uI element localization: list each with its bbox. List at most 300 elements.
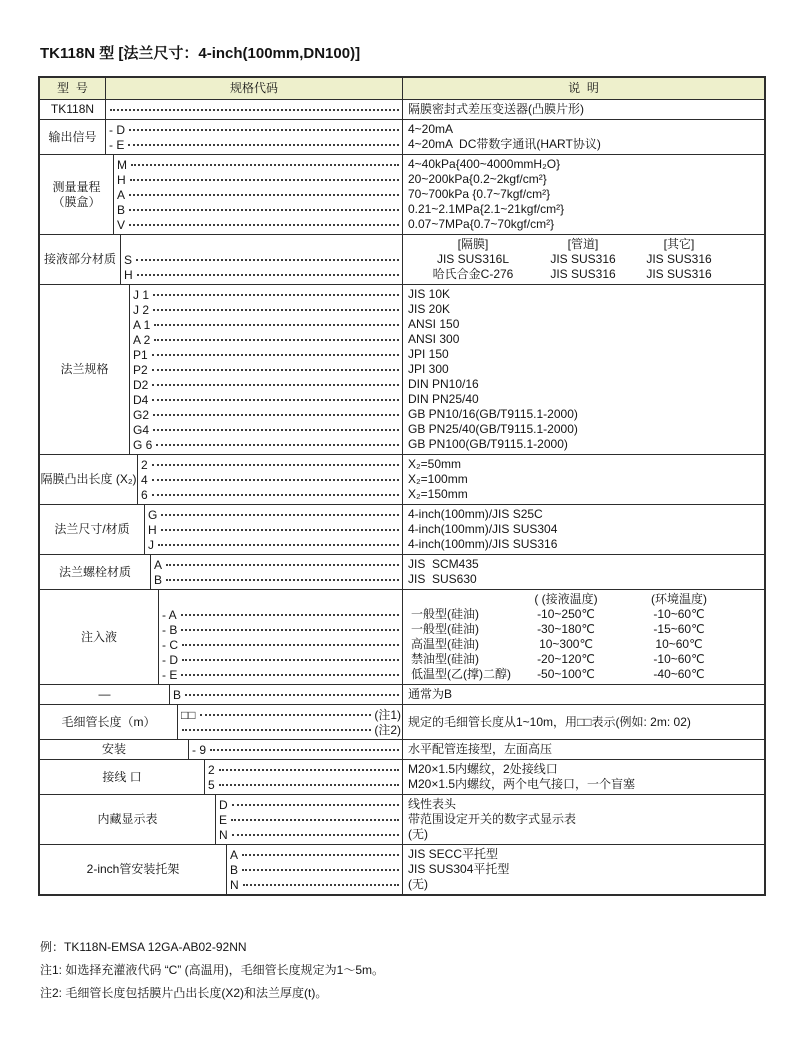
dotted-leader: [232, 804, 399, 806]
dotted-leader: [152, 494, 399, 496]
section-label-text: 接液部分材质: [43, 252, 116, 266]
description-cell: (无): [408, 827, 428, 841]
code-row: [106, 122, 402, 137]
dotted-leader: [231, 819, 399, 821]
spec-code: 5: [208, 777, 215, 792]
code-row: [138, 472, 402, 487]
section-label: [40, 155, 114, 234]
spec-code: D4: [133, 392, 149, 407]
dotted-leader: [152, 354, 399, 356]
description-cell: JIS SCM435: [408, 557, 479, 571]
dotted-leader: [219, 769, 399, 771]
description-cell: X₂=150mm: [408, 487, 468, 501]
dotted-leader: [242, 869, 399, 871]
dotted-leader: [129, 129, 399, 131]
spec-code: J 2: [133, 302, 150, 317]
dotted-leader: [152, 479, 399, 481]
code-row: [114, 187, 402, 202]
spec-code: N: [219, 827, 228, 842]
code-row: [130, 302, 402, 317]
description-cell: [403, 592, 523, 607]
code-row: [130, 332, 402, 347]
dotted-leader: [129, 209, 399, 211]
description-cell: 哈氏合金C-276: [432, 267, 514, 281]
description-cell: -10~60℃: [653, 607, 705, 621]
section-label: [40, 555, 151, 589]
spec-section-flange-size-material: [40, 504, 764, 554]
dotted-leader: [128, 144, 399, 146]
description-cell: (环境温度): [651, 592, 707, 606]
dotted-leader: [153, 414, 399, 416]
dotted-leader: [152, 384, 399, 386]
code-row: [130, 287, 402, 302]
spec-code: - B: [162, 622, 178, 637]
spec-section-fixed-b: [40, 684, 764, 704]
code-row: [114, 217, 402, 232]
description-cell: DIN PN10/16: [408, 377, 479, 391]
description-cell: JIS SUS316L: [436, 252, 510, 266]
dotted-leader: [181, 629, 399, 631]
description-cell: M20×1.5内螺纹，2处接线口: [408, 762, 558, 776]
description-cell: 10~60℃: [655, 637, 703, 651]
spec-code: G: [148, 507, 158, 522]
order-example: 例：TK118N-EMSA 12GA-AB02-92NN: [40, 940, 247, 954]
description-cell: 水平配管连接型，左面高压: [408, 742, 553, 756]
spec-code: 2: [141, 457, 148, 472]
section-label-text: 内藏显示表: [97, 812, 158, 826]
dotted-leader: [158, 544, 399, 546]
description-cell: GB PN25/40(GB/T9115.1-2000): [408, 422, 578, 436]
section-label-text: 法兰尺寸/材质: [54, 522, 130, 536]
spec-code: H: [117, 172, 126, 187]
description-cell: -20~120℃: [537, 652, 595, 666]
spec-section-wetted-material: [40, 234, 764, 284]
spec-code: E: [219, 812, 228, 827]
description-cell: -15~60℃: [653, 622, 705, 636]
description-cell: -10~250℃: [537, 607, 595, 621]
spec-section-model: [40, 99, 764, 119]
code-row: [151, 572, 402, 587]
section-label: [40, 285, 130, 454]
section-label: [40, 505, 145, 554]
spec-section-integral-indicator: [40, 794, 764, 844]
description-cell: ( (接液温度): [534, 592, 598, 606]
spec-code: - C: [162, 637, 178, 652]
description-column: [402, 845, 764, 894]
code-row: [114, 172, 402, 187]
description-row: [403, 592, 764, 607]
dotted-leader: [153, 294, 399, 296]
spec-section-capillary-length: [40, 704, 764, 739]
code-row: [205, 762, 402, 777]
code-row: [159, 652, 402, 667]
description-cell: 4~20mA DC带数字通讯(HART协议): [408, 137, 601, 151]
description-column: [402, 590, 764, 684]
description-cell: JIS SUS304平托型: [408, 862, 510, 876]
spec-code: - D: [162, 652, 178, 667]
code-row: [159, 607, 402, 622]
dotted-leader: [154, 339, 399, 341]
code-row: [106, 102, 402, 117]
code-row: [159, 592, 402, 607]
spec-code: G4: [133, 422, 150, 437]
description-cell: X₂=100mm: [408, 472, 468, 486]
description-cell: X₂=50mm: [408, 457, 462, 471]
description-column: [402, 100, 764, 119]
spec-code: S: [124, 252, 133, 267]
section-label-text-2: （膜盒）: [52, 194, 101, 209]
dotted-leader: [182, 644, 399, 646]
code-row: [130, 347, 402, 362]
description-cell: -30~180℃: [537, 622, 595, 636]
description-cell: [管道]: [567, 237, 599, 251]
dotted-leader: [130, 179, 399, 181]
code-column: [138, 455, 402, 504]
note-1: 注1: 如选择充灌液代码 “C” (高温用)，毛细管长度规定为1～5m。: [40, 963, 385, 977]
section-label: [40, 100, 106, 119]
dotted-leader: [243, 884, 399, 886]
code-row: [121, 237, 402, 252]
description-cell: 20~200kPa{0.2~2kgf/cm²}: [408, 172, 547, 186]
code-row: [145, 537, 402, 552]
spec-code: D2: [133, 377, 149, 392]
section-label-text: 法兰螺栓材质: [58, 564, 131, 579]
dotted-leader: [153, 309, 399, 311]
section-label: [40, 705, 178, 739]
dotted-leader: [181, 674, 399, 676]
spec-code: A: [154, 557, 163, 572]
spec-code: A 1: [133, 317, 151, 332]
table-header-row: [40, 78, 764, 99]
dotted-leader: [182, 659, 399, 661]
code-column: [159, 590, 402, 684]
code-row: [216, 812, 402, 827]
dotted-leader: [161, 514, 399, 516]
description-column: [402, 705, 764, 739]
code-row: [216, 797, 402, 812]
description-cell: 0.07~7MPa{0.7~70kgf/cm²}: [408, 217, 555, 231]
code-row: [227, 847, 402, 862]
spec-code: J: [148, 537, 154, 552]
description-column: [402, 685, 764, 704]
dotted-leader: [200, 714, 372, 716]
page-title: TK118N 型 [法兰尺寸：4-inch(100mm,DN100)]: [40, 45, 361, 62]
description-column: [402, 455, 764, 504]
description-cell: GB PN10/16(GB/T9115.1-2000): [408, 407, 578, 421]
code-row: [178, 722, 402, 737]
section-label: [40, 845, 227, 894]
description-column: [402, 740, 764, 759]
description-column: [402, 120, 764, 154]
description-cell: 线性表头: [408, 797, 457, 811]
description-column: [402, 285, 764, 454]
description-cell: JPI 150: [408, 347, 449, 361]
description-cell: JPI 300: [408, 362, 449, 376]
code-row: [130, 392, 402, 407]
description-cell: JIS SUS316: [550, 252, 616, 266]
code-row: [121, 267, 402, 282]
description-cell: GB PN100(GB/T9115.1-2000): [408, 437, 568, 451]
description-cell: ANSI 150: [408, 317, 460, 331]
spec-section-flange-bolt-material: [40, 554, 764, 589]
spec-code: - D: [109, 122, 125, 137]
spec-code: - A: [162, 607, 177, 622]
description-column: [402, 760, 764, 794]
code-row: [114, 157, 402, 172]
description-cell: 4~20mA: [408, 122, 454, 136]
dotted-leader: [152, 399, 399, 401]
section-label: [40, 455, 138, 504]
spec-section-diaphragm-extension: [40, 454, 764, 504]
dotted-leader: [242, 854, 399, 856]
dotted-leader: [166, 564, 399, 566]
spec-code: B: [154, 572, 163, 587]
dotted-leader: [182, 729, 371, 731]
dotted-leader: [210, 749, 399, 751]
description-cell: JIS SUS630: [408, 572, 477, 586]
code-row: [138, 487, 402, 502]
description-cell: JIS SECC平托型: [408, 847, 499, 861]
spec-code: - E: [109, 137, 125, 152]
section-label: [40, 740, 189, 759]
dotted-leader: [232, 834, 399, 836]
code-row: [130, 377, 402, 392]
spec-code: B: [173, 687, 182, 702]
spec-code: 4: [141, 472, 148, 487]
code-row: [151, 557, 402, 572]
description-cell: 带范围设定开关的数字式显示表: [408, 812, 577, 826]
description-cell: 高温型(硅油): [411, 637, 479, 651]
spec-code: M: [117, 157, 127, 172]
description-cell: 低温型(乙(撑)二醇): [411, 667, 511, 681]
dotted-leader: [166, 579, 399, 581]
code-row: [130, 437, 402, 452]
spec-section-flange-spec: [40, 284, 764, 454]
section-label-text: 法兰规格: [60, 362, 109, 376]
section-label-text: TK118N: [50, 102, 95, 116]
spec-section-output-signal: [40, 119, 764, 154]
code-row: [178, 707, 402, 722]
column-header-code: 规格代码: [106, 78, 403, 99]
code-row: [170, 687, 402, 702]
description-row: [403, 607, 764, 622]
column-header-model: 型 号: [40, 78, 106, 99]
section-label: [40, 685, 170, 704]
code-row: [159, 667, 402, 682]
code-column: [106, 120, 402, 154]
dotted-leader: [181, 614, 399, 616]
spec-code: H: [124, 267, 133, 282]
section-label-text: 输出信号: [48, 129, 97, 144]
description-cell: [其它]: [663, 237, 695, 251]
code-row: [130, 407, 402, 422]
dotted-leader: [136, 259, 399, 261]
description-cell: 4-inch(100mm)/JIS S25C: [408, 507, 543, 521]
code-row: [114, 202, 402, 217]
code-column: [151, 555, 402, 589]
spec-code: B: [117, 202, 126, 217]
description-cell: -40~60℃: [653, 667, 705, 681]
spec-section-fill-liquid: [40, 589, 764, 684]
spec-table: [38, 76, 766, 896]
spec-code: A: [117, 187, 126, 202]
description-column: [402, 505, 764, 554]
dotted-leader: [219, 784, 399, 786]
note-ref: (注2): [374, 723, 401, 737]
spec-code: G 6: [133, 437, 153, 452]
spec-code: - 9: [192, 742, 207, 757]
code-column: [227, 845, 402, 894]
dotted-leader: [153, 429, 399, 431]
section-label-text: 测量量程: [52, 179, 101, 194]
dotted-leader: [129, 224, 399, 226]
dotted-leader: [110, 109, 399, 111]
code-column: [178, 705, 402, 739]
description-cell: 4-inch(100mm)/JIS SUS304: [408, 522, 558, 536]
description-cell: 10~300℃: [539, 637, 593, 651]
spec-code: □□: [181, 707, 196, 722]
dotted-leader: [129, 194, 399, 196]
code-row: [130, 422, 402, 437]
description-cell: 0.21~2.1MPa{2.1~21kgf/cm²}: [408, 202, 565, 216]
description-row: [403, 637, 764, 652]
spec-code: N: [230, 877, 239, 892]
description-cell: 一般型(硅油): [411, 607, 479, 621]
footer-notes: [40, 936, 762, 1005]
dotted-leader: [131, 164, 399, 166]
spec-code: P2: [133, 362, 148, 377]
spec-code: G2: [133, 407, 150, 422]
description-column: [402, 555, 764, 589]
description-cell: JIS 10K: [408, 287, 451, 301]
section-label-text: 接线 口: [102, 769, 142, 784]
section-label: [40, 795, 216, 844]
spec-code: B: [230, 862, 239, 877]
section-label-text: 毛细管长度（m）: [61, 714, 156, 729]
code-column: [121, 235, 402, 284]
code-row: [205, 777, 402, 792]
code-column: [189, 740, 402, 759]
code-column: [145, 505, 402, 554]
spec-section-conduit-connection: [40, 759, 764, 794]
dotted-leader: [137, 274, 399, 276]
spec-table-body: [40, 99, 764, 894]
code-column: [216, 795, 402, 844]
code-column: [130, 285, 402, 454]
description-cell: (无): [408, 877, 428, 891]
description-row: [403, 252, 764, 267]
description-cell: 70~700kPa {0.7~7kgf/cm²}: [408, 187, 551, 201]
description-cell: 4~40kPa{400~4000mmH₂O}: [408, 157, 561, 171]
section-label: [40, 120, 106, 154]
spec-code: J 1: [133, 287, 150, 302]
description-cell: M20×1.5内螺纹，两个电气接口，一个盲塞: [408, 777, 636, 791]
dotted-leader: [152, 369, 399, 371]
code-column: [114, 155, 402, 234]
description-cell: 隔膜密封式差压变送器(凸膜片形): [408, 102, 584, 116]
section-label: [40, 590, 159, 684]
code-row: [130, 362, 402, 377]
spec-code: A 2: [133, 332, 151, 347]
code-row: [227, 877, 402, 892]
description-cell: 通常为B: [408, 687, 453, 701]
description-row: [403, 652, 764, 667]
spec-code: 6: [141, 487, 148, 502]
description-cell: JIS 20K: [408, 302, 451, 316]
section-label-text: 2-inch管安装托架: [86, 862, 180, 876]
dotted-leader: [152, 464, 399, 466]
code-row: [145, 522, 402, 537]
spec-code: D: [219, 797, 228, 812]
code-row: [138, 457, 402, 472]
code-column: [205, 760, 402, 794]
dotted-leader: [154, 324, 399, 326]
description-text: 规定的毛细管长度从1~10m，用□□表示(例如: 2m: 02): [408, 714, 691, 729]
code-column: [106, 100, 402, 119]
description-cell: 一般型(硅油): [411, 622, 479, 636]
description-column: [402, 235, 764, 284]
code-column: [170, 685, 402, 704]
description-cell: ANSI 300: [408, 332, 460, 346]
description-column: [402, 795, 764, 844]
spec-code: 2: [208, 762, 215, 777]
section-label-text: 注入液: [80, 629, 117, 644]
description-row: [403, 667, 764, 682]
section-label: [40, 760, 205, 794]
description-cell: -10~60℃: [653, 652, 705, 666]
section-label-text: 安装: [101, 742, 126, 756]
code-row: [159, 637, 402, 652]
dotted-leader: [156, 444, 399, 446]
code-row: [159, 622, 402, 637]
description-cell: 禁油型(硅油): [411, 652, 479, 666]
code-row: [216, 827, 402, 842]
spec-code: H: [148, 522, 157, 537]
spec-section-mounting: [40, 739, 764, 759]
note-ref: (注1): [374, 708, 401, 722]
description-cell: JIS SUS316: [646, 267, 712, 281]
description-cell: -50~100℃: [537, 667, 595, 681]
description-column: [402, 155, 764, 234]
code-row: [121, 252, 402, 267]
spec-section-pipe-mounting-bracket: [40, 844, 764, 894]
column-header-desc: 说 明: [568, 81, 599, 95]
section-label-text: —: [98, 687, 111, 701]
description-cell: JIS SUS316: [646, 252, 712, 266]
section-label: [40, 235, 121, 284]
description-cell: DIN PN25/40: [408, 392, 479, 406]
dotted-leader: [185, 694, 399, 696]
spec-code: P1: [133, 347, 148, 362]
code-row: [130, 317, 402, 332]
code-row: [227, 862, 402, 877]
note-2: 注2: 毛细管长度包括膜片凸出长度(X2)和法兰厚度(t)。: [40, 986, 328, 1000]
spec-code: - E: [162, 667, 178, 682]
description-cell: JIS SUS316: [550, 267, 616, 281]
code-row: [145, 507, 402, 522]
section-label-text: 隔膜凸出长度 (X₂): [40, 472, 137, 486]
spec-code: A: [230, 847, 239, 862]
description-cell: 4-inch(100mm)/JIS SUS316: [408, 537, 558, 551]
description-row: [403, 237, 764, 252]
spec-section-measuring-range: [40, 154, 764, 234]
description-cell: [隔膜]: [457, 237, 489, 251]
spec-code: V: [117, 217, 126, 232]
code-row: [189, 742, 402, 757]
description-row: [403, 267, 764, 282]
description-row: [403, 622, 764, 637]
code-row: [106, 137, 402, 152]
